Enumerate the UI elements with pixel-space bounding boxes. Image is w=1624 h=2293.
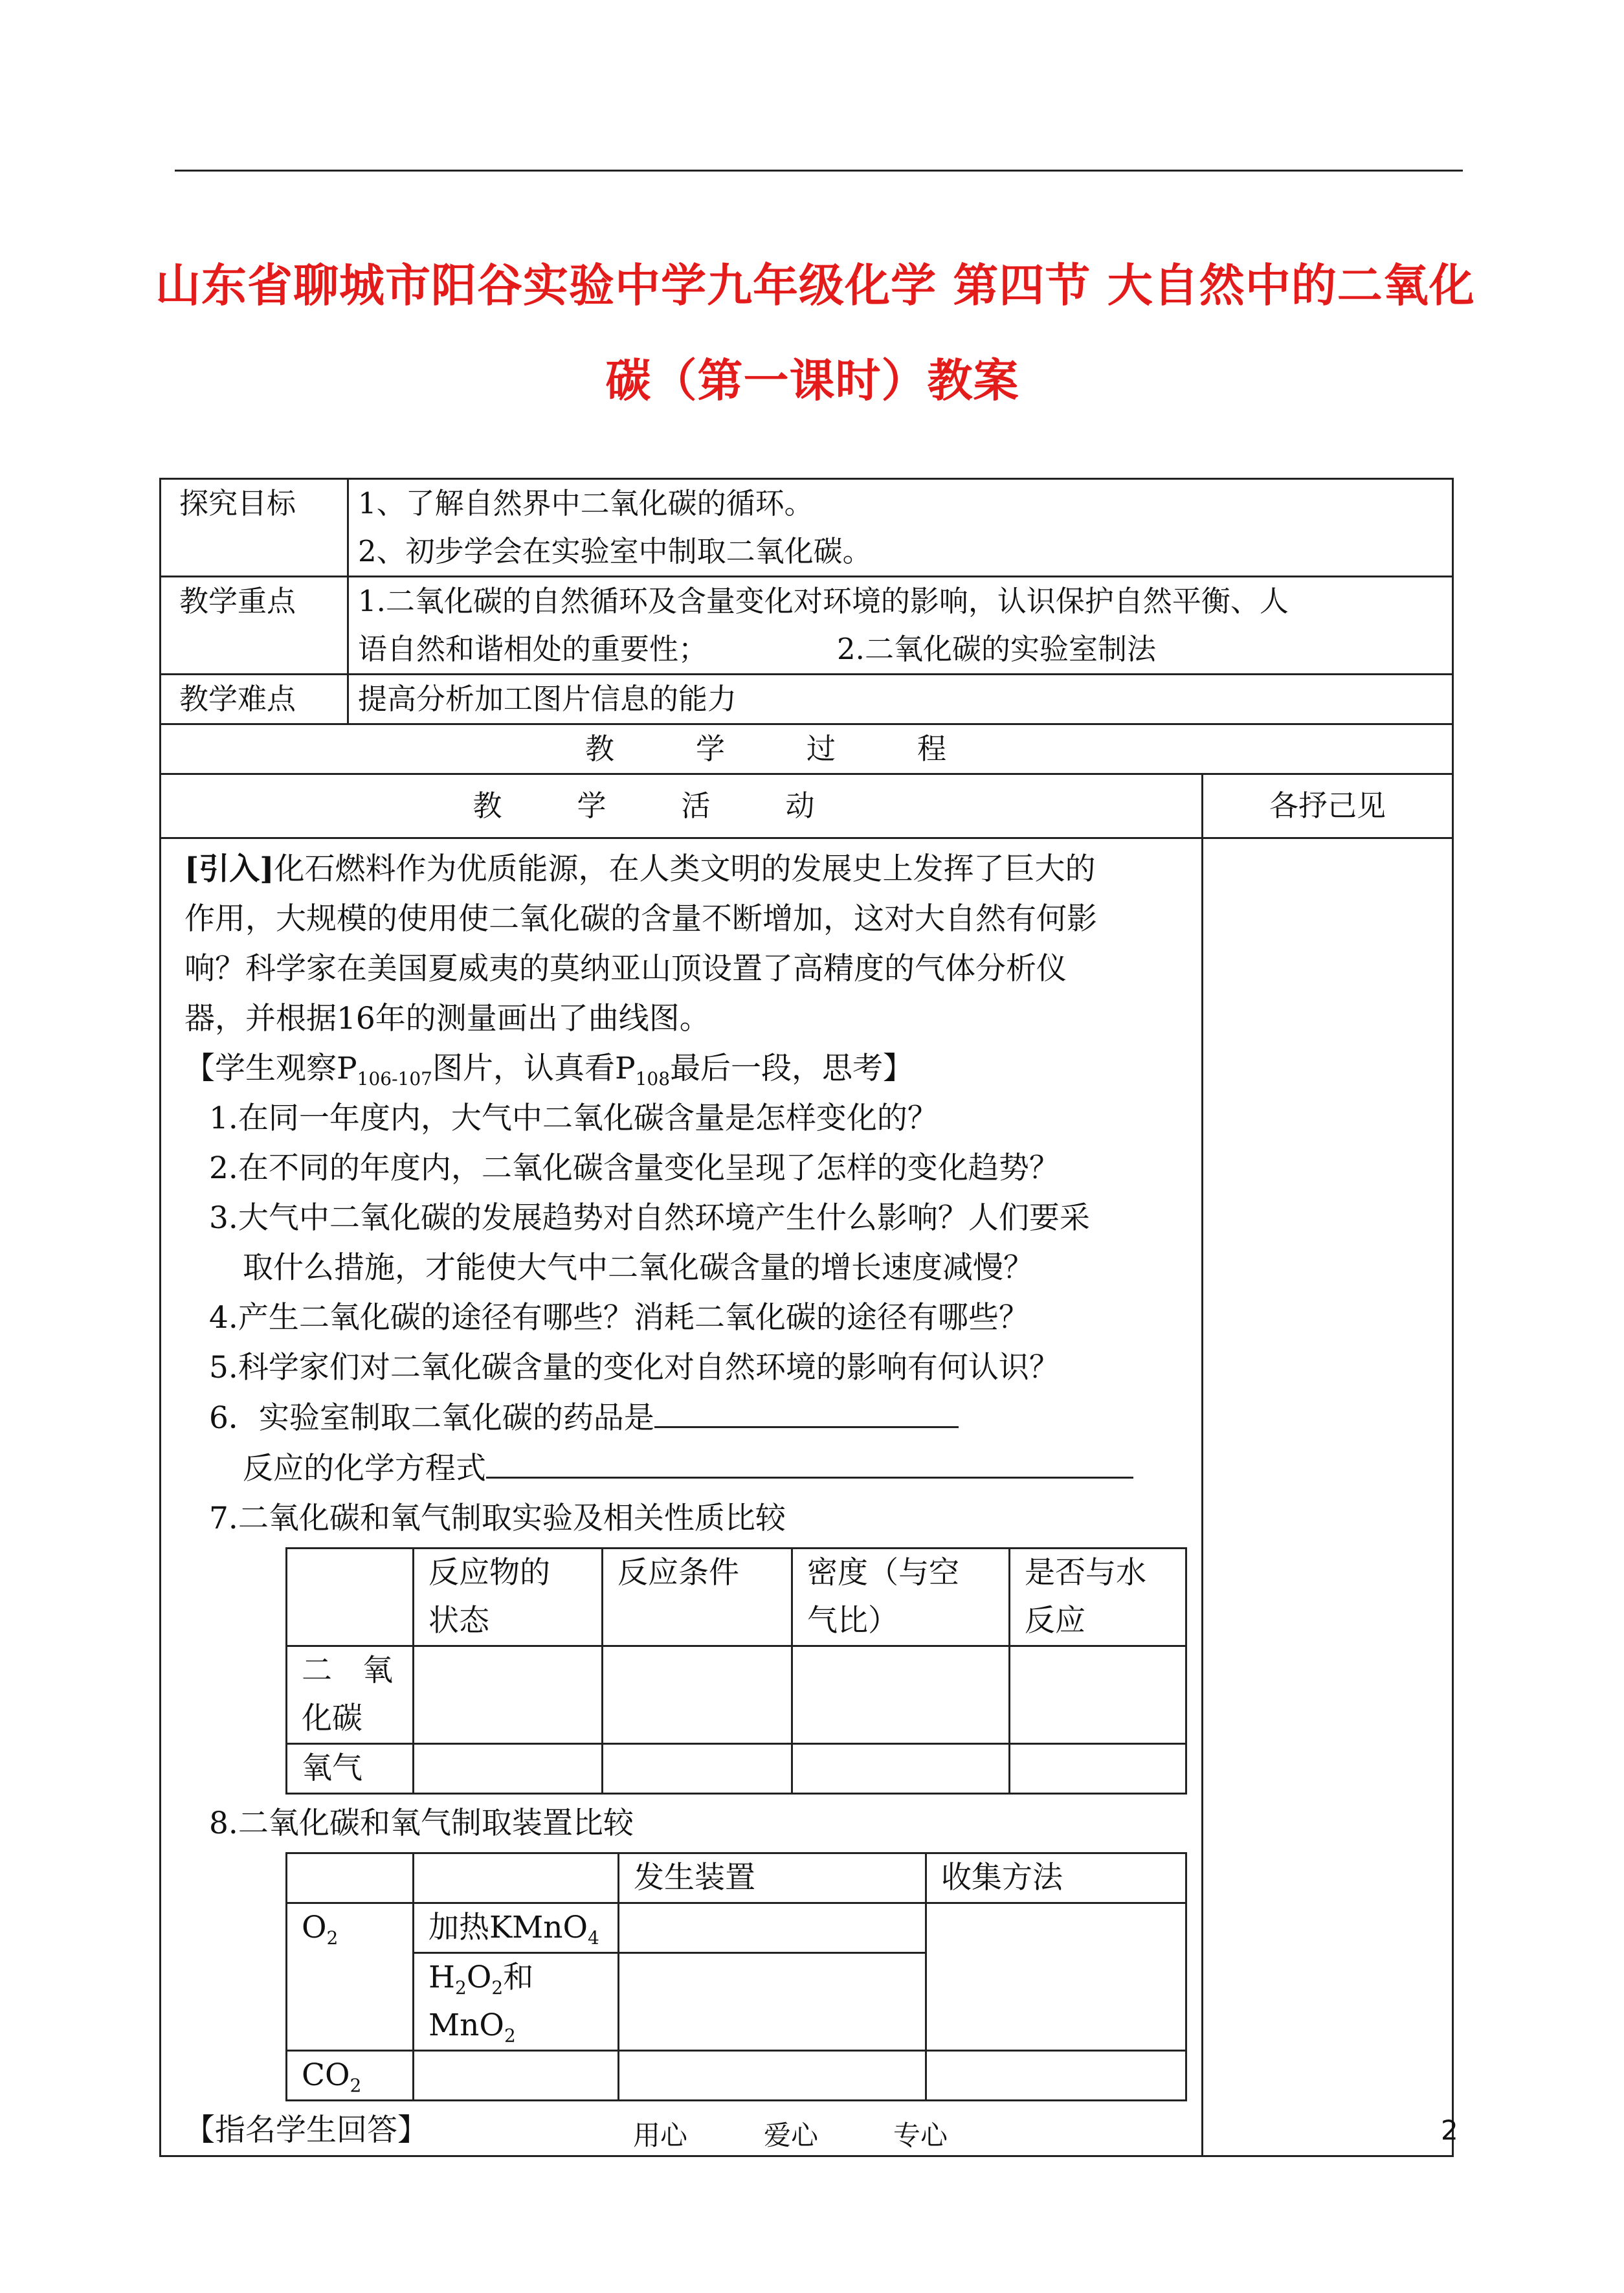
goal-item-2: 2、初步学会在实验室中制取二氧化碳。 [358, 534, 872, 568]
intro-tag: [引入] [184, 851, 274, 887]
table8-row-co2 [287, 2051, 1186, 2101]
table8-h-device: 发生装置 [619, 1853, 926, 1903]
question-3b: 取什么措施，才能使大气中二氧化碳含量的增长速度减慢？ [243, 1250, 1034, 1286]
table7-o2-label: 氧气 [287, 1744, 414, 1794]
table8-row-o2-a [287, 1903, 1186, 1953]
table7-h-state: 反应物的 状态 [414, 1549, 603, 1646]
table8-cell[interactable] [926, 1903, 1186, 2051]
notes-header: 各抒己见 [1203, 774, 1453, 838]
page-number: 2 [1441, 2114, 1458, 2146]
process-header [161, 724, 1453, 774]
table7-cell[interactable] [603, 1744, 792, 1794]
activity-header-text: 教学活动 [473, 789, 890, 823]
body-row [161, 838, 1453, 2156]
table8-corner-2 [414, 1853, 619, 1903]
key-line-2-text: 语自然和谐相处的重要性； [358, 632, 708, 666]
activity-header-row [161, 774, 1453, 838]
key-label: 教学重点 [161, 577, 348, 675]
process-header-text: 教学过程 [585, 732, 1029, 766]
process-header-row [161, 724, 1453, 774]
key-line-1: 1.二氧化碳的自然循环及含量变化对环境的影响，认识保护自然平衡、人 [358, 584, 1289, 618]
answer-blank-2[interactable] [486, 1443, 1133, 1479]
table8-cell[interactable] [414, 2051, 619, 2101]
intro-line-4: 器，并根据16年的测量画出了曲线图。 [184, 1001, 710, 1036]
notes-body[interactable] [1203, 838, 1453, 2156]
intro-line-1: [引入]化石燃料作为优质能源，在人类文明的发展史上发挥了巨大的 [184, 851, 1096, 887]
table8-cell[interactable] [619, 1903, 926, 1953]
table8-method-1: 加热KMnO$_4$ [414, 1903, 619, 1953]
question-8: 8.二氧化碳和氧气制取装置比较 [209, 1806, 634, 1841]
footer-text-2: 爱心 [764, 2120, 819, 2151]
question-7: 7.二氧化碳和氧气制取实验及相关性质比较 [209, 1501, 786, 1536]
intro-line-2: 作用，大规模的使用使二氧化碳的含量不断增加，这对大自然有何影 [184, 901, 1097, 937]
key-cell [348, 577, 1453, 675]
document-title-line-1: 山东省聊城市阳谷实验中学九年级化学 第四节 大自然中的二氧化 [155, 259, 1475, 312]
table7-row-co2 [287, 1646, 1186, 1744]
lesson-plan-table [159, 478, 1454, 2157]
activity-header [161, 774, 1203, 838]
table8-corner [287, 1853, 414, 1903]
table8-cell[interactable] [619, 1953, 926, 2051]
table7-h-condition: 反应条件 [603, 1549, 792, 1646]
difficulty-text: 提高分析加工图片信息的能力 [348, 675, 1453, 724]
table8-cell[interactable] [926, 2051, 1186, 2101]
goal-row [161, 479, 1453, 577]
table7-cell[interactable] [792, 1646, 1010, 1744]
table8-o2-label: $O_2$ [287, 1903, 414, 2051]
key-line-2 [358, 625, 1443, 673]
table7-cell[interactable] [414, 1646, 603, 1744]
table8-h-collect: 收集方法 [926, 1853, 1186, 1903]
question-2: 2.在不同的年度内，二氧化碳含量变化呈现了怎样的变化趋势？ [209, 1150, 1060, 1186]
table8-header [287, 1853, 1186, 1903]
difficulty-row [161, 675, 1453, 724]
table7-h-density: 密度（与空 气比） [792, 1549, 1010, 1646]
table7-corner [287, 1549, 414, 1646]
question-3a: 3.大气中二氧化碳的发展趋势对自然环境产生什么影响？人们要采 [209, 1200, 1090, 1236]
table7-co2-label: 二 氧 化碳 [287, 1646, 414, 1744]
question-4: 4.产生二氧化碳的途径有哪些？消耗二氧化碳的途径有哪些？ [209, 1300, 1029, 1336]
question-6b: 反应的化学方程式 [184, 1443, 1190, 1493]
answer-instruction: 【指名学生回答】 [184, 2112, 428, 2148]
observe-instruction: 【学生观察$P_{106-107}$图片，认真看$P_{108}$最后一段，思考】 [184, 1051, 914, 1090]
table8-co2-label: $CO_2$ [287, 2051, 414, 2101]
table7-cell[interactable] [792, 1744, 1010, 1794]
key-row [161, 577, 1453, 675]
comparison-table-7 [285, 1547, 1187, 1795]
question-5: 5.科学家们对二氧化碳含量的变化对自然环境的影响有何认识？ [209, 1350, 1060, 1385]
table8-cell[interactable] [619, 2051, 926, 2101]
intro-line-3: 响？科学家在美国夏威夷的莫纳亚山顶设置了高精度的气体分析仪 [184, 951, 1067, 987]
table7-cell[interactable] [1010, 1646, 1186, 1744]
comparison-table-8 [285, 1852, 1187, 2101]
difficulty-label: 教学难点 [161, 675, 348, 724]
table7-header [287, 1549, 1186, 1646]
footer-text-1: 用心 [633, 2120, 688, 2151]
table7-cell[interactable] [1010, 1744, 1186, 1794]
goal-cell [348, 479, 1453, 577]
document-title-line-2: 碳（第一课时）教案 [605, 354, 1019, 407]
table7-cell[interactable] [414, 1744, 603, 1794]
activity-body [161, 838, 1203, 2156]
table7-row-o2 [287, 1744, 1186, 1794]
answer-blank-1[interactable] [654, 1393, 959, 1428]
table7-cell[interactable] [603, 1646, 792, 1744]
key-line-3-text: 2.二氧化碳的实验室制法 [837, 632, 1156, 666]
question-1: 1.在同一年度内，大气中二氧化碳含量是怎样变化的？ [209, 1101, 938, 1136]
footer-text-3: 专心 [893, 2120, 948, 2151]
table7-h-water: 是否与水 反应 [1010, 1549, 1186, 1646]
goal-label: 探究目标 [161, 479, 348, 577]
table8-method-2: $H_2O_2$和MnO$_2$ [414, 1953, 619, 2051]
question-6a: 6．实验室制取二氧化碳的药品是 [184, 1393, 1190, 1443]
goal-item-1: 1、了解自然界中二氧化碳的循环。 [358, 486, 814, 520]
header-rule [175, 170, 1463, 172]
